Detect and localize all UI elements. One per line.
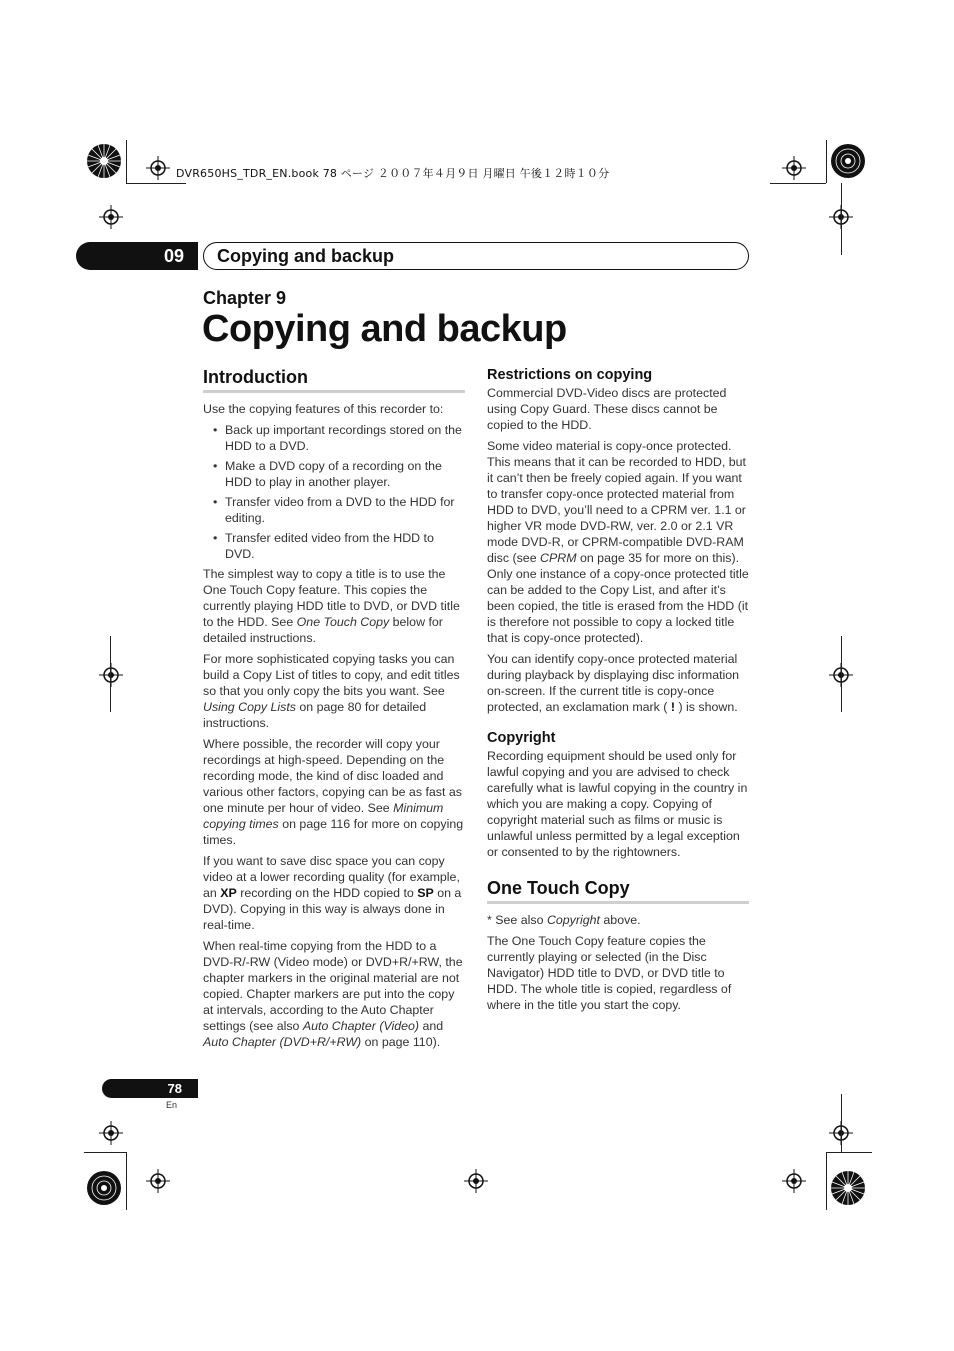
- paragraph: If you want to save disc space you can copy video at a lower recording quality (for example, an XP recording on the HDD copied to SP on a DVD). Copying in this way is always done in real-time.: [203, 854, 462, 932]
- crop-line: [826, 1152, 827, 1210]
- page-language: En: [166, 1100, 178, 1110]
- section-heading-introduction: Introduction: [203, 366, 465, 393]
- paragraph: You can identify copy-once protected material during playback by displaying disc information on-screen. If the current title is copy-once protected, an exclamation mark ( ! ) is shown.: [487, 652, 740, 714]
- page-title: Copying and backup: [202, 308, 567, 350]
- feature-list: [203, 422, 465, 562]
- crop-line: [126, 140, 127, 183]
- registration-mark-icon: [84, 141, 124, 181]
- paragraph: The simplest way to copy a title is to use the One Touch Copy feature. This copies the currently playing HDD title to DVD, or DVD title to the HDD. See One Touch Copy below for detailed instructions.: [203, 567, 460, 645]
- crop-line: [841, 1094, 842, 1152]
- page-number: 78: [102, 1079, 198, 1098]
- crosshair-mark-icon: [99, 663, 123, 687]
- intro-text: Use the copying features of this recorder to:: [203, 402, 444, 416]
- chapter-tab-title: Copying and backup: [203, 242, 749, 270]
- list-item: • Make a DVD copy of a recording on the HDD to play in another player.: [213, 459, 442, 489]
- crosshair-mark-icon: [99, 1121, 123, 1145]
- registration-mark-icon: [828, 141, 868, 181]
- file-header: DVR650HS_TDR_EN.book 78 ページ ２００７年４月９日 月曜日 午後１２時１０分: [176, 167, 610, 180]
- crosshair-mark-icon: [782, 1169, 806, 1193]
- left-column: [203, 366, 465, 1055]
- list-item: • Transfer video from a DVD to the HDD for editing.: [213, 495, 455, 525]
- crosshair-mark-icon: [146, 156, 170, 180]
- right-column: [487, 366, 749, 1018]
- crosshair-mark-icon: [782, 156, 806, 180]
- section-heading-one-touch-copy: One Touch Copy: [487, 877, 749, 904]
- crop-line: [110, 636, 111, 712]
- paragraph: For more sophisticated copying tasks you can build a Copy List of titles to copy, and edit titles so that you only copy the bits you want. See Using Copy Lists on page 80 for detailed instructions.: [203, 652, 460, 730]
- crosshair-mark-icon: [99, 205, 123, 229]
- crop-line: [770, 183, 826, 184]
- crop-line: [826, 140, 827, 183]
- registration-mark-icon: [84, 1168, 124, 1208]
- note: * See also Copyright above.: [487, 913, 641, 927]
- chapter-label: Chapter 9: [203, 288, 287, 308]
- list-item: • Back up important recordings stored on the HDD to a DVD.: [213, 423, 462, 453]
- crosshair-mark-icon: [146, 1169, 170, 1193]
- paragraph: The One Touch Copy feature copies the currently playing or selected (in the Disc Navigator) HDD title to DVD, or DVD title to HDD. The whole title is copied, regardless of where in the title you start the copy.: [487, 934, 732, 1012]
- crosshair-mark-icon: [464, 1169, 488, 1193]
- crop-line: [826, 1152, 872, 1153]
- paragraph: Recording equipment should be used only for lawful copying and you are advised to check carefully what is lawful copying in the country in which you are making a copy. Copying of copyright material such as films or music is unlawful unless permitted by a legal exception or consented to by the rightowners.: [487, 749, 748, 859]
- crop-line: [841, 636, 842, 712]
- paragraph: Commercial DVD-Video discs are protected using Copy Guard. These discs cannot be copied to the HDD.: [487, 386, 727, 432]
- crop-line: [841, 183, 842, 255]
- chapter-tab-number: 09: [76, 242, 198, 270]
- paragraph: Some video material is copy-once protected. This means that it can be recorded to HDD, but it can’t then be freely copied again. If you want to transfer copy-once protected material from HDD to DVD, you’ll need to a CPRM ver. 1.1 or higher VR mode DVD-RW, ver. 2.0 or 2.1 VR mode DVD-R, or CPRM-compatible DVD-RAM disc (see CPRM on page 35 for more on this). Only one instance of a copy-once protected title can be added to the Copy List, and after it’s been copied, the title is erased from the HDD (it is therefore not possible to copy a locked title that is copy-once protected).: [487, 439, 749, 645]
- list-item: • Transfer edited video from the HDD to DVD.: [213, 531, 434, 561]
- registration-mark-icon: [828, 1168, 868, 1208]
- crop-line: [126, 1152, 127, 1210]
- paragraph: When real-time copying from the HDD to a DVD-R/-RW (Video mode) or DVD+R/+RW, the chapter markers in the original material are not copied. Chapter markers are put into the copy at intervals, according to the Auto Chapter settings (see also Auto Chapter (Video) and Auto Chapter (DVD+R/+RW) on page 110).: [203, 939, 463, 1049]
- crop-line: [126, 183, 186, 184]
- crop-line: [84, 1152, 126, 1153]
- paragraph: Where possible, the recorder will copy your recordings at high-speed. Depending on the recording mode, the kind of disc loaded and various other factors, copying can be as fast as one minute per hour of video. See Minimum copying times on page 116 for more on copying times.: [203, 737, 464, 847]
- subheading-restrictions: Restrictions on copying: [487, 367, 653, 383]
- subheading-copyright: Copyright: [487, 730, 556, 746]
